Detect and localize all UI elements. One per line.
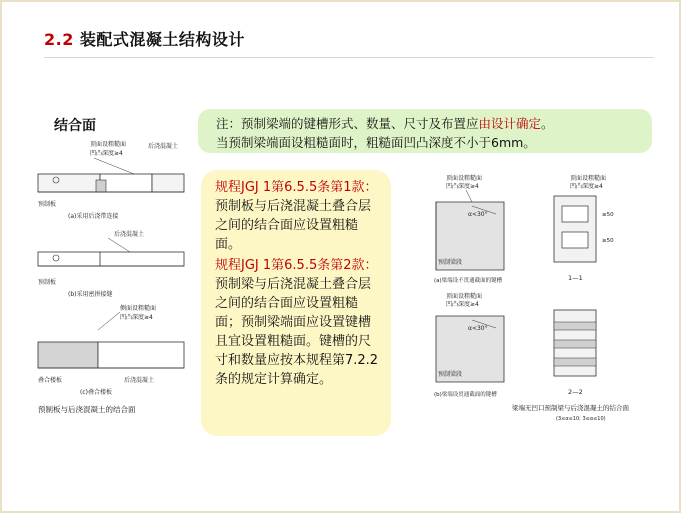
note-highlight: 由设计确定 [478, 116, 542, 131]
section-rough-label-2: 凹凸深度≥4 [570, 183, 603, 190]
panel-b [38, 230, 184, 298]
section-1-label: 1—1 [568, 274, 583, 282]
panel-a-label-right: 后浇混凝土 [148, 143, 179, 150]
panel-c-caption: (c)叠合楼板 [80, 389, 112, 396]
panel-a-label-top-2: 凹凸深度≥4 [90, 150, 123, 157]
top-rough-label-b-2: 凹凸深度≥4 [446, 301, 479, 308]
panel-c-label-top-1: 侧面设粗糙面 [120, 305, 157, 312]
section-number: 2.2 [44, 30, 74, 49]
beam-joint-figure [416, 170, 660, 430]
rule-2-text: 预制梁与后浇混凝土叠合层之间的结合面应设置粗糙面；预制梁端面应设置键槽且宜设置粗糙面。键槽的尺寸和数量应按本规程第7.2.2条的规定计算确定。 [215, 277, 379, 387]
panel-b-caption: (b)采用密拼接缝 [68, 291, 113, 298]
panel-b-label-right: 后浇混凝土 [114, 231, 145, 238]
panel-c-label-right: 后浇混凝土 [124, 377, 155, 384]
section-2-label: 2—2 [568, 388, 583, 396]
precast-beam-label-a: 预制梁段 [438, 259, 463, 266]
panel-a-caption: (a)采用后浇带连接 [68, 213, 119, 220]
top-rough-label-1: 顶面设粗糙面 [446, 175, 483, 182]
panel-c-label-bottom: 叠合楼板 [38, 377, 63, 384]
note-suffix: 。 [541, 116, 554, 131]
angle-label-b: α<30° [468, 325, 488, 332]
panel-c [38, 304, 184, 396]
panel-a [38, 140, 184, 220]
top-rough-label-2: 凹凸深度≥4 [446, 183, 479, 190]
precast-beam-label-b: 预制梁段 [438, 371, 463, 378]
right-figure-caption-sub: (3≤α≤10; 3≤α≤10) [556, 416, 606, 422]
right-figure-caption: 梁端无凹口预制梁与后浇混凝土的结合面 [512, 404, 629, 412]
panel-a-label-top-1: 顶面设粗糙面 [90, 141, 127, 148]
rule-1 [215, 178, 381, 254]
panel-a-caption-right: (a)梁端设不贯通截面的键槽 [434, 278, 503, 284]
note-line2: 当预制梁端面设粗糙面时，粗糙面凹凸深度不小于6mm。 [216, 135, 536, 150]
rule-box [201, 170, 391, 436]
title-divider [44, 57, 654, 58]
rule-1-ref: 规程JGJ 1第6.5.5条第1款： [215, 180, 378, 195]
page-title [44, 27, 245, 50]
panel-b-caption-right: (b)梁端设贯通截面的键槽 [434, 392, 497, 398]
note-box [198, 109, 652, 153]
note-prefix: 注：预制梁端的键槽形式、数量、尺寸及布置应 [216, 116, 479, 131]
rule-1-text: 预制板与后浇混凝土叠合层之间的结合面应设置粗糙面。 [215, 199, 372, 252]
slab-joint-figure [34, 134, 194, 424]
title-text: 装配式混凝土结构设计 [79, 30, 245, 49]
section-label: 结合面 [54, 118, 96, 134]
top-rough-label-b-1: 顶面设粗糙面 [446, 293, 483, 300]
rule-2-ref: 规程JGJ 1第6.5.5条第2款： [215, 258, 378, 273]
left-figure-caption: 预制板与后浇混凝土的结合面 [38, 405, 136, 414]
panel-b-label-bottom: 预制板 [38, 279, 57, 286]
section-rough-label-1: 顶面设粗糙面 [570, 175, 607, 182]
dim-label-2: ≥50 [602, 238, 614, 244]
panel-a-label-bottom: 预制板 [38, 201, 57, 208]
angle-label-a: α<30° [468, 211, 488, 218]
rule-2 [215, 256, 381, 389]
panel-c-label-top-2: 凹凸深度≥4 [120, 314, 153, 321]
dim-label-1: ≥50 [602, 212, 614, 218]
